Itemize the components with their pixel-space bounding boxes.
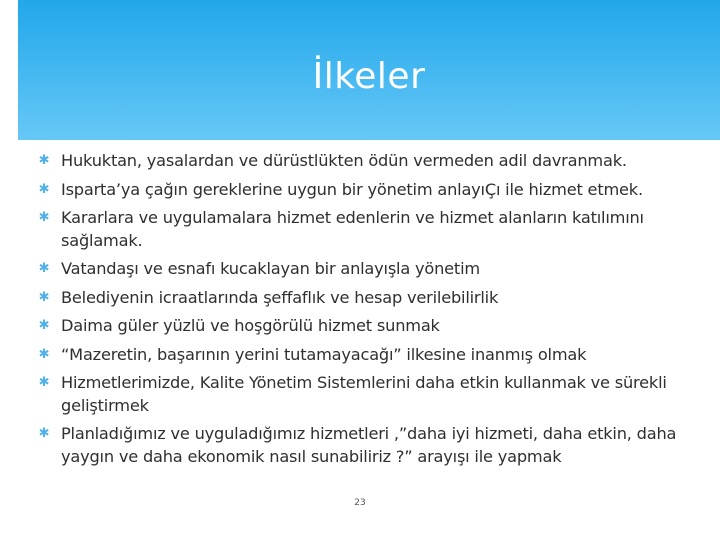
asterisk-icon: ✱ <box>38 261 50 276</box>
asterisk-icon: ✱ <box>38 210 50 225</box>
list-item <box>37 207 707 252</box>
list-item-text: Hukuktan, yasalardan ve dürüstlükten ödün vermeden adil davranmak. <box>61 151 627 170</box>
asterisk-icon: ✱ <box>38 426 50 441</box>
asterisk-icon: ✱ <box>38 153 50 168</box>
list-item-text: Daima güler yüzlü ve hoşgörülü hizmet sunmak <box>61 316 440 335</box>
list-item-text: Hizmetlerimizde, Kalite Yönetim Sistemlerini daha etkin kullanmak ve sürekli geliştirmek <box>61 373 667 415</box>
page-number: 23 <box>354 498 366 508</box>
list-item <box>37 179 707 202</box>
asterisk-icon: ✱ <box>38 289 50 305</box>
title-banner <box>18 0 720 140</box>
list-item <box>37 372 707 417</box>
list-item-text: Vatandaşı ve esnafı kucaklayan bir anlayışla yönetim <box>61 259 480 278</box>
slide-title: İlkeler <box>312 56 426 97</box>
list-item <box>37 287 707 310</box>
list-item-text: Belediyenin icraatlarında şeffaflık ve hesap verilebilirlik <box>61 287 499 307</box>
asterisk-icon: ✱ <box>38 181 50 197</box>
bullet-list <box>37 150 707 474</box>
list-item <box>37 423 707 468</box>
list-item-text: Isparta’ya çağın gereklerine uygun bir yönetim anlayıÇı ile hizmet etmek. <box>61 179 643 199</box>
list-item <box>37 315 707 338</box>
list-item <box>37 258 707 281</box>
asterisk-icon: ✱ <box>38 346 50 362</box>
list-item <box>37 344 707 367</box>
asterisk-icon: ✱ <box>38 318 50 333</box>
list-item <box>37 150 707 173</box>
list-item-text: “Mazeretin, başarının yerini tutamayacağı” ilkesine inanmış olmak <box>61 344 587 364</box>
list-item-text: Planladığımız ve uyguladığımız hizmetleri ,”daha iyi hizmeti, daha etkin, daha yaygın ve daha ekonomik nasıl sunabiliriz ?” arayışı ile yapmak <box>61 424 677 466</box>
asterisk-icon: ✱ <box>38 375 50 390</box>
list-item-text: Kararlara ve uygulamalara hizmet edenlerin ve hizmet alanların katılımını sağlamak. <box>61 208 644 250</box>
